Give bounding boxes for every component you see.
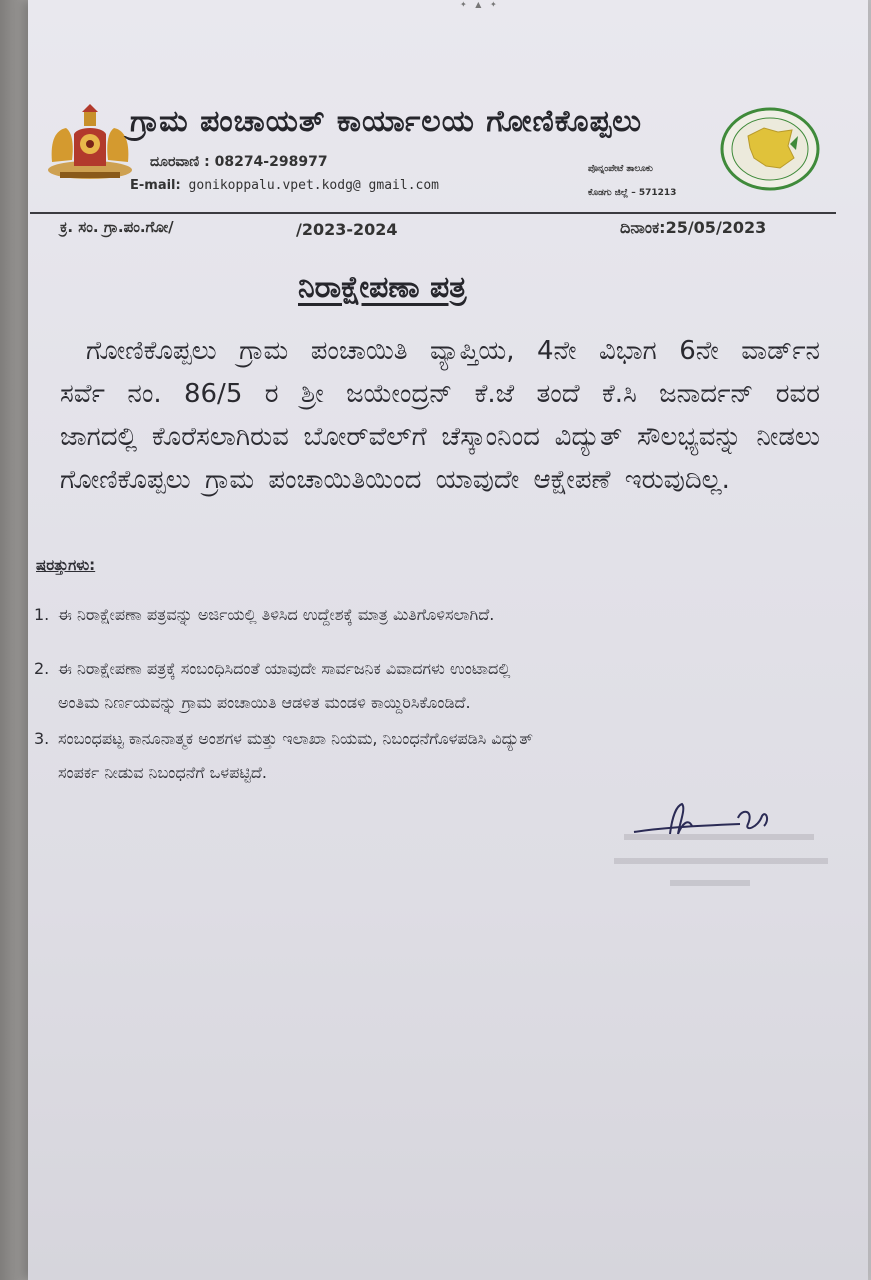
condition-number: 2. (34, 659, 50, 678)
phone-label: ದೂರವಾಣಿ (150, 154, 200, 170)
condition-text: ಈ ನಿರಾಕ್ಷೇಪಣಾ ಪತ್ರವನ್ನು ಅರ್ಜಿಯಲ್ಲಿ ತಿಳಿಸಿದ ಉದ್ದೇಶಕ್ಕೆ ಮಾತ್ರ ಮಿತಿಗೊಳಿಸಲಾಗಿದೆ. (58, 605, 495, 624)
document-title: ನಿರಾಕ್ಷೇಪಣಾ ಪತ್ರ (298, 270, 467, 305)
letterhead-title: ಗ್ರಾಮ ಪಂಚಾಯತ್ ಕಾರ್ಯಾಲಯ ಗೋಣಿಕೊಪ್ಪಲು (130, 104, 643, 139)
reference-number: ಕ್ರ. ಸಂ. ಗ್ರಾ.ಪಂ.ಗೋ/ (60, 218, 174, 236)
condition-text: ಈ ನಿರಾಕ್ಷೇಪಣಾ ಪತ್ರಕ್ಕೆ ಸಂಬಂಧಿಸಿದಂತೆ ಯಾವುದೇ ಸಾರ್ವಜನಿಕ ವಿವಾದಗಳು ಉಂಟಾದಲ್ಲಿ (58, 659, 511, 678)
email-address: gonikoppalu.vpet.kodg@ gmail.com (188, 178, 439, 193)
condition-text-continued: ಅಂತಿಮ ನಿರ್ಣಯವನ್ನು ಗ್ರಾಮ ಪಂಚಾಯಿತಿ ಆಡಳಿತ ಮಂಡಳಿ ಕಾಯ್ದಿರಿಸಿಕೊಂಡಿದೆ. (58, 693, 471, 712)
condition-text: ಸಂಬಂಧಪಟ್ಟ ಕಾನೂನಾತ್ಮಕ ಅಂಶಗಳ ಮತ್ತು ಇಲಾಖಾ ನಿಯಮ, ನಿಬಂಧನೆಗೊಳಪಡಿಸಿ ವಿದ್ಯುತ್ (58, 729, 533, 748)
body-paragraph: ಗೋಣಿಕೊಪ್ಪಲು ಗ್ರಾಮ ಪಂಚಾಯಿತಿ ವ್ಯಾಪ್ತಿಯ, 4ನೇ ವಿಭಾಗ 6ನೇ ವಾರ್ಡ್‌ನ ಸರ್ವೆ ನಂ. 86/5 ರ ಶ್ರೀ ಜಯೇಂದ್ರನ್ ಕೆ.ಜೆ ತಂದೆ ಕೆ.ಸಿ ಜನಾರ್ದನ್ ರವರ ಜಾಗದಲ್ಲಿ ಕೊರೆಸಲಾಗಿರುವ ಬೋರ್‌ವೆಲ್‌ಗೆ ಚೆಸ್ಕಾಂನಿಂದ ವಿದ್ಯುತ್ ಸೌಲಭ್ಯವನ್ನು ನೀಡಲು ಗೋಣಿಕೊಪ್ಪಲು ಗ್ರಾಮ ಪಂಚಾಯಿತಿಯಿಂದ ಯಾವುದೇ ಆಕ್ಷೇಪಣೆ ಇರುವುದಿಲ್ಲ. (60, 336, 820, 495)
district-text: ಕೊಡಗು ಜಿಲ್ಲೆ – 571213 (588, 188, 677, 198)
condition-item (34, 652, 834, 720)
document-date: ದಿನಾಂಕ:25/05/2023 (620, 218, 767, 237)
header-divider (30, 212, 836, 214)
faded-stamp (610, 828, 840, 898)
condition-number: 3. (34, 729, 50, 748)
email-line (130, 178, 439, 193)
top-smudge: ✦ ▲ ✦ (460, 0, 500, 9)
phone-number: 08274-298977 (214, 154, 328, 170)
condition-number: 1. (34, 605, 50, 624)
panchayat-seal-icon (718, 106, 822, 192)
karnataka-state-emblem-icon (44, 100, 136, 184)
condition-item (34, 722, 834, 790)
conditions-heading: ಷರತ್ತುಗಳು: (36, 556, 96, 574)
condition-item (34, 598, 834, 632)
reference-year: /2023-2024 (296, 220, 398, 239)
taluk-text: ಪೊನ್ನಂಪೇಟೆ ತಾಲೂಕು (588, 164, 653, 174)
condition-text-continued: ಸಂಪರ್ಕ ನೀಡುವ ನಿಬಂಧನೆಗೆ ಒಳಪಟ್ಟಿದೆ. (58, 763, 267, 782)
email-label: E-mail: (130, 178, 181, 193)
phone-line: ದೂರವಾಣಿ : 08274-298977 (150, 154, 328, 170)
